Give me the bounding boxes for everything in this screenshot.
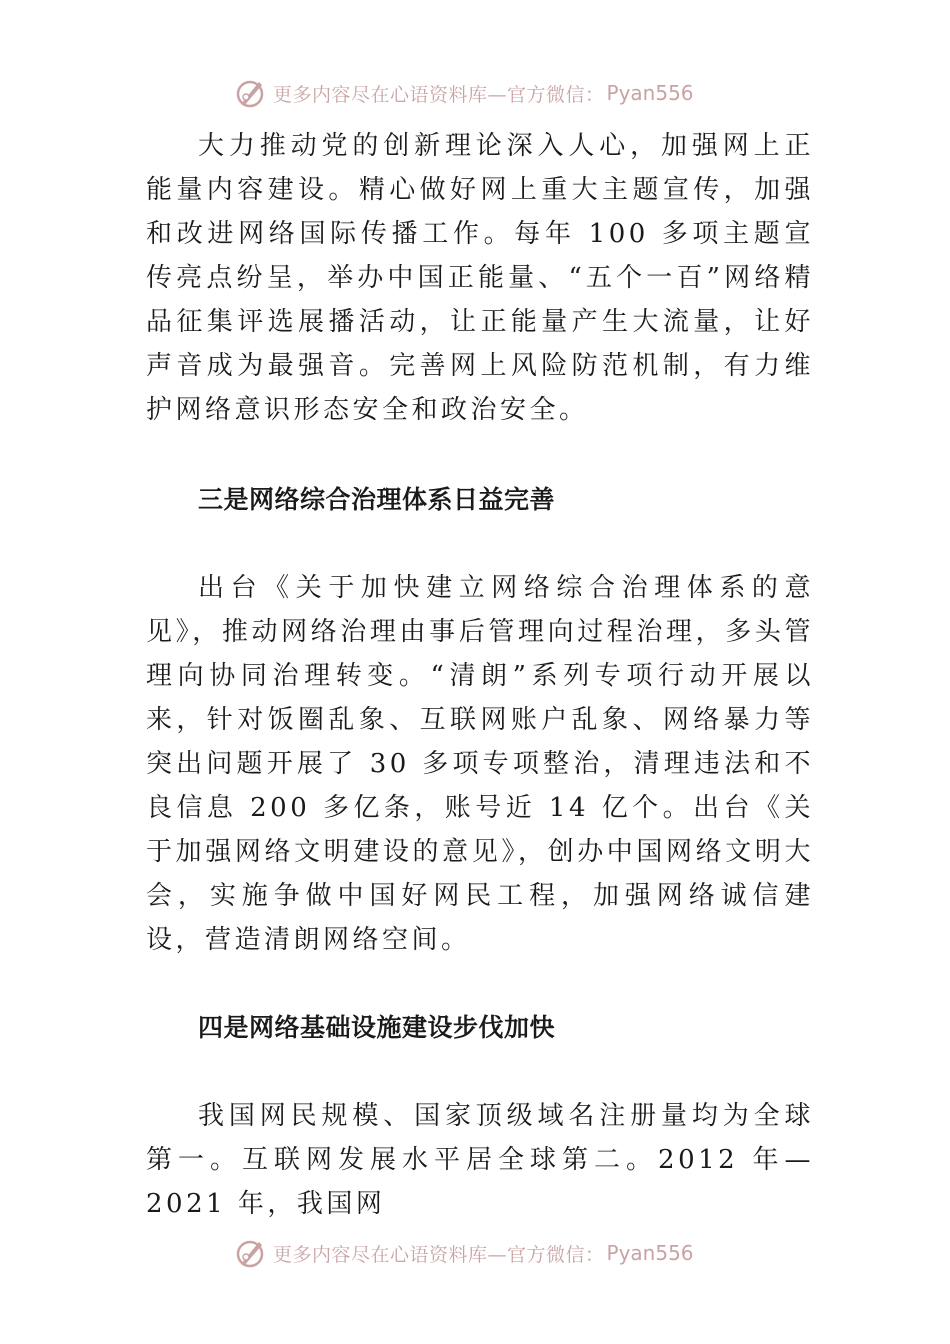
- pen-logo-icon: [233, 1236, 267, 1270]
- document-body: [146, 124, 814, 1226]
- watermark-wechat-id: Pyan556: [606, 1241, 694, 1265]
- pen-logo-icon: [233, 76, 267, 110]
- watermark-footer: [233, 1236, 694, 1270]
- section-heading: 三是网络综合治理体系日益完善: [198, 485, 556, 514]
- watermark-text: 更多内容尽在心语资料库—官方微信：: [273, 83, 605, 106]
- body-paragraph: 出台《关于加快建立网络综合治理体系的意见》，推动网络治理由事后管理向过程治理，多头管理向协同治理转变。“清朗”系列专项行动开展以来，针对饭圈乱象、互联网账户乱象、网络暴力等突出问题开展了 30 多项专项整治，清理违法和不良信息 200 多亿条，账号近 14 亿个。出台《关于加强网络文明建设的意见》，创办中国网络文明大会，实施争做中国好网民工程，加强网络诚信建设，营造清朗网络空间。: [146, 573, 814, 955]
- body-paragraph: 大力推动党的创新理论深入人心，加强网上正能量内容建设。精心做好网上重大主题宣传，加强和改进网络国际传播工作。每年 100 多项主题宣传亮点纷呈，举办中国正能量、“五个一百”网络精品征集评选展播活动，让正能量产生大流量，让好声音成为最强音。完善网上风险防范机制，有力维护网络意识形态安全和政治安全。: [146, 131, 814, 425]
- body-paragraph: 我国网民规模、国家顶级域名注册量均为全球第一。互联网发展水平居全球第二。2012 年—2021 年，我国网: [146, 1101, 814, 1219]
- section-heading: 四是网络基础设施建设步伐加快: [198, 1013, 556, 1042]
- watermark-text: 更多内容尽在心语资料库—官方微信：: [273, 1243, 605, 1266]
- watermark-wechat-id: Pyan556: [606, 81, 694, 105]
- watermark-header: [233, 76, 694, 110]
